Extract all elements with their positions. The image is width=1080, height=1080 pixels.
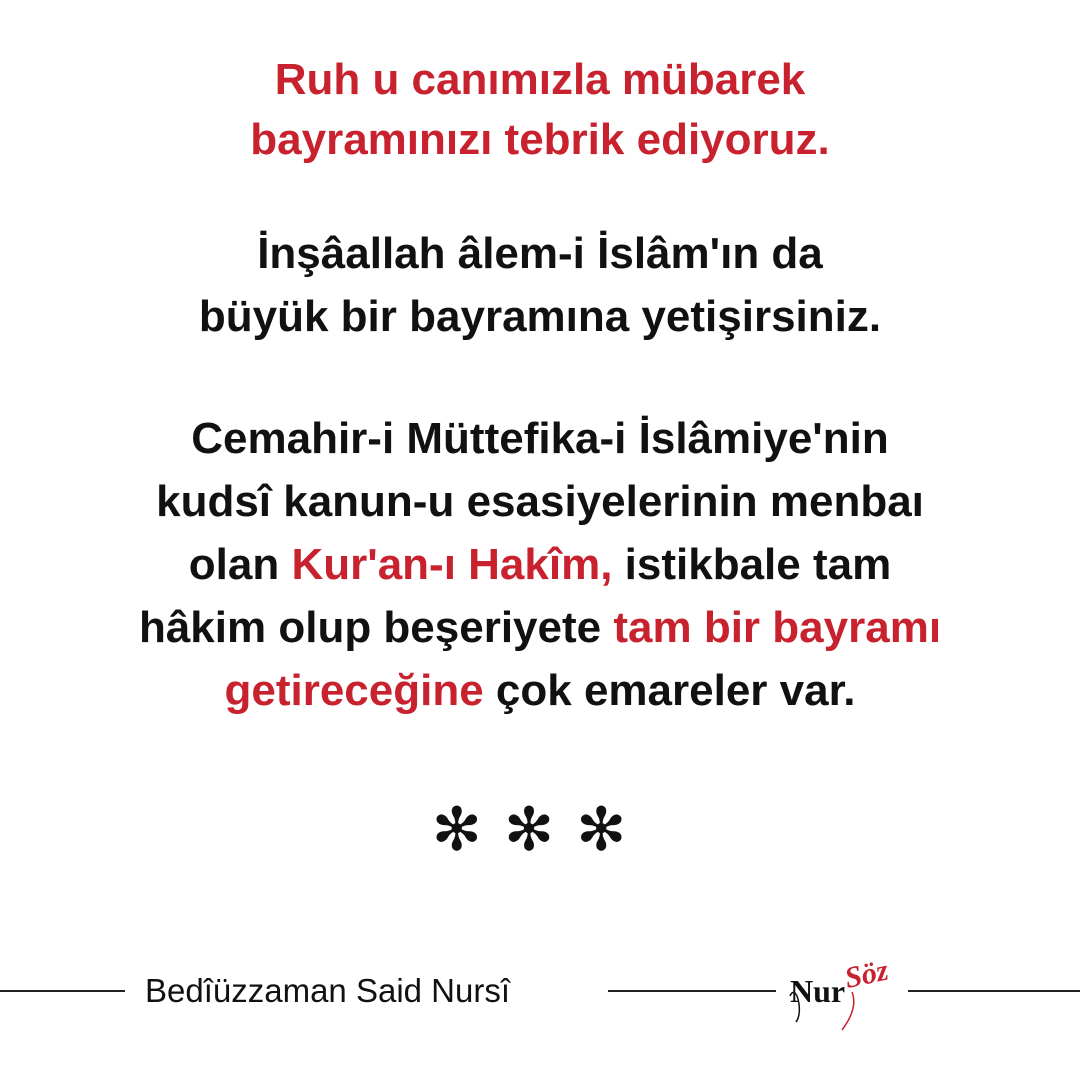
headline-line-1: Ruh u canımızla mübarek bbox=[274, 55, 806, 104]
footer-rule-left bbox=[0, 990, 125, 992]
footer bbox=[0, 953, 1080, 1020]
quote-line-1: Cemahir-i Müttefika-i İslâmiye'nin bbox=[191, 414, 889, 463]
asterism-divider: ✻✻✻ bbox=[431, 795, 649, 865]
quote-text: olan bbox=[188, 540, 292, 589]
quote-paragraph bbox=[0, 407, 1080, 722]
nursoz-logo bbox=[786, 952, 904, 1032]
quote-text: istikbale tam bbox=[612, 540, 892, 589]
footer-rule-middle bbox=[608, 990, 776, 992]
greeting-headline bbox=[0, 50, 1080, 170]
quote-text: hâkim olup beşeriyete bbox=[138, 603, 614, 652]
wish-line-2: büyük bir bayramına yetişirsiniz. bbox=[198, 292, 882, 341]
quote-line-4 bbox=[0, 596, 1080, 659]
quote-text: çok emareler var. bbox=[483, 666, 856, 715]
quote-line-3 bbox=[0, 533, 1080, 596]
footer-rule-right bbox=[908, 990, 1080, 992]
author-name: Bedîüzzaman Said Nursî bbox=[145, 972, 511, 1009]
quote-line-5 bbox=[0, 659, 1080, 722]
wish-paragraph bbox=[0, 222, 1080, 348]
headline-line-2: bayramınızı tebrik ediyoruz. bbox=[250, 115, 830, 164]
quote-line-2: kudsî kanun-u esasiyelerinin menbaı bbox=[156, 477, 924, 526]
wish-line-1: İnşâallah âlem-i İslâm'ın da bbox=[257, 229, 823, 278]
logo-text-accent: Söz bbox=[841, 953, 892, 995]
quote-highlight: Kur'an-ı Hakîm, bbox=[291, 540, 613, 589]
quote-highlight: tam bir bayramı bbox=[613, 603, 942, 652]
quote-highlight: getireceğine bbox=[224, 666, 484, 715]
logo-text-main: Nur bbox=[790, 973, 846, 1009]
